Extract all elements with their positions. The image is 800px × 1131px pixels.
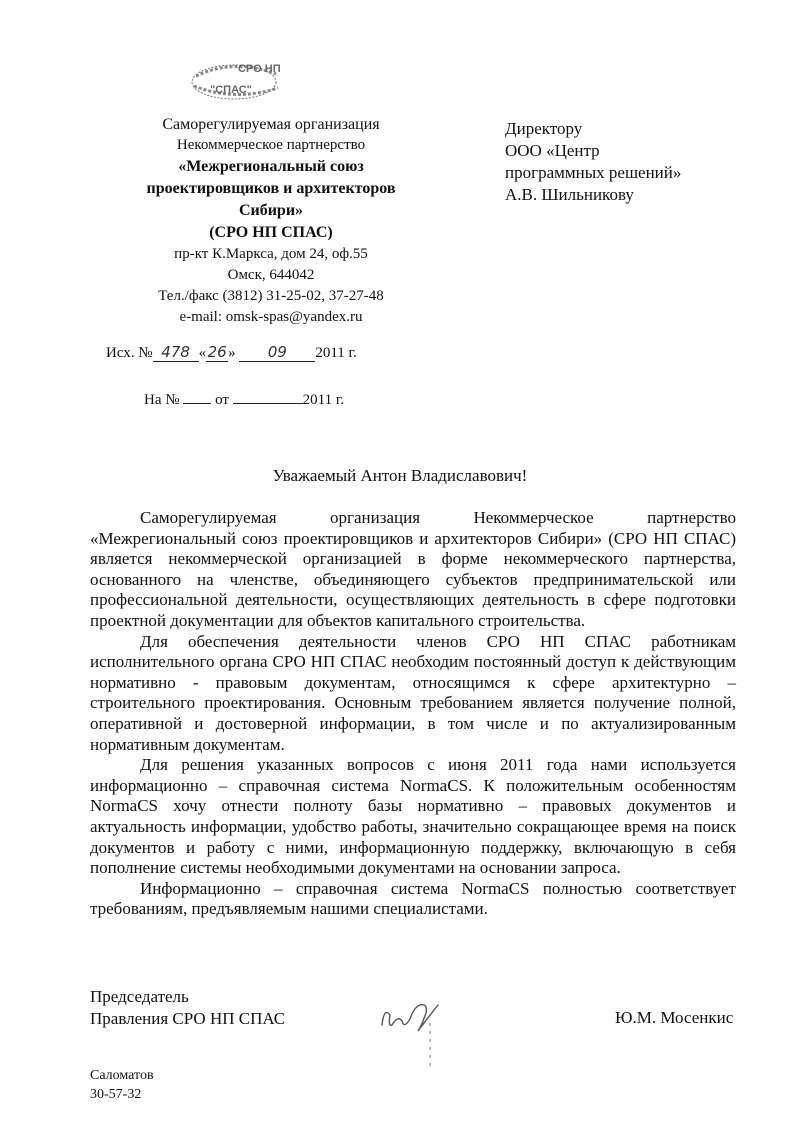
sender-org-type: Саморегулируемая организация — [162, 116, 380, 133]
paragraph-4: Информационно – справочная система NormaCS полностью соответствует требованиям, предъявляемым нашими специалистами. — [90, 878, 736, 919]
sender-phone: Тел./факс (3812) 31-25-02, 37-27-48 — [158, 288, 384, 304]
handwritten-signature — [368, 985, 458, 1071]
recipient-position: Директору — [505, 119, 583, 138]
sender-org-form: Некоммерческое партнерство — [176, 137, 366, 153]
outgoing-close-quote: » — [228, 345, 236, 361]
sender-city: Омск, 644042 — [227, 267, 315, 283]
salutation: Уважаемый Антон Владиславович! — [272, 466, 528, 485]
executor-phone: 30-57-32 — [90, 1087, 142, 1102]
sender-block — [92, 114, 450, 328]
outgoing-day: 26 — [207, 343, 227, 361]
paragraph-1: Саморегулируемая организация Некоммерческое партнерство «Межрегиональный союз проектировщиков и архитекторов Сибири» (СРО НП СПАС) является некоммерческой организацией в форме некоммерческого партнерства, основанного на членстве, объединяющего субъектов предпринимательской или профессиональной деятельности, осуществляющих деятельность в сфере подготовки проектной документации для объектов капитального строительства. — [90, 508, 736, 630]
letter-body — [90, 508, 736, 920]
outgoing-year: 2011 г. — [315, 345, 357, 361]
logo-line2: "СПАС" — [210, 84, 252, 96]
recipient-name: А.В. Шильникову — [505, 185, 634, 204]
outgoing-month: 09 — [239, 343, 315, 362]
signatory-title-2: Правления СРО НП СПАС — [90, 1009, 286, 1028]
incoming-date-line — [233, 389, 303, 404]
recipient-company-1: ООО «Центр — [505, 141, 600, 160]
outgoing-label: Исх. № — [106, 345, 153, 361]
sender-address: пр-кт К.Маркса, дом 24, оф.55 — [174, 246, 368, 262]
sender-email: e-mail: omsk-spas@yandex.ru — [179, 309, 363, 325]
signatory-title-1: Председатель — [90, 987, 189, 1006]
recipient-company-2: программных решений» — [505, 163, 682, 182]
executor-name: Саломатов — [90, 1068, 154, 1083]
outgoing-number: 478 — [153, 343, 199, 362]
incoming-label: На № — [144, 392, 180, 408]
logo-emblem — [186, 56, 296, 104]
organization-logo — [186, 56, 296, 104]
incoming-number-line — [183, 389, 211, 404]
outgoing-reference — [106, 343, 357, 362]
sender-org-name-2: проектировщиков и архитекторов — [146, 180, 396, 197]
signatory-title — [90, 986, 285, 1030]
sender-org-abbr: (СРО НП СПАС) — [209, 224, 333, 241]
executor-info — [90, 1066, 154, 1104]
paragraph-3: Для решения указанных вопросов с июня 2011 года нами используется информационно – справочная система NormaCS. К положительным особенностям NormaCS хочу отнести полноту базы нормативно – правовых документов и актуальность информации, удобство работы, значительно сокращающее время на поиск документов и работу с ними, информационную поддержку, включающую в себя пополнение системы необходимыми документами на основании запроса. — [90, 755, 736, 878]
incoming-reference — [144, 389, 344, 409]
sender-org-name-1: «Межрегиональный союз — [178, 158, 364, 175]
signatory-name: Ю.М. Мосенкис — [615, 1008, 734, 1027]
incoming-year: 2011 г. — [302, 392, 345, 408]
incoming-from: от — [215, 392, 229, 408]
recipient-block — [505, 118, 681, 206]
sender-org-name-3: Сибири» — [238, 202, 304, 219]
paragraph-2: Для обеспечения деятельности членов СРО НП СПАС работникам исполнительного органа СРО НП СПАС необходим постоянный доступ к действующим нормативно - правовым документам, относящимся к сфере архитектурно – строительного проектирования. Основным требованием является получение полной, оперативной и достоверной информации, в том числе и по актуализированным нормативным документам. — [90, 631, 736, 754]
logo-line1: СРО НП — [238, 63, 281, 75]
outgoing-open-quote: « — [198, 345, 207, 361]
